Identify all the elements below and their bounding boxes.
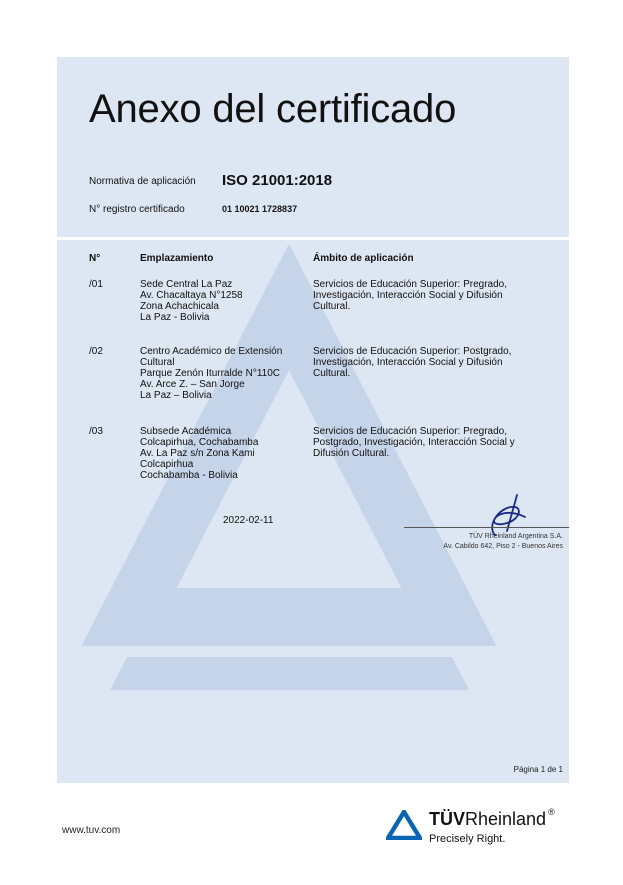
signature-line [404, 527, 569, 528]
page-number: Página 1 de 1 [513, 765, 563, 774]
brand-name [429, 809, 555, 830]
row-2-number: /02 [89, 346, 103, 357]
tuv-rheinland-logo [386, 806, 566, 856]
normativa-value: ISO 21001:2018 [222, 172, 333, 189]
registro-value: 01 10021 1728837 [222, 204, 298, 214]
row-1-scope: Servicios de Educación Superior: Pregrado, Investigación, Interacción Social y Difusión Cultural. [313, 279, 507, 312]
header-number: N° [89, 253, 101, 264]
registro-label: N° registro certificado [89, 204, 185, 215]
brand-rest: Rheinland [465, 809, 547, 829]
issuer-address: Av. Cabildo 642, Piso 2 - Buenos Aires [443, 543, 563, 550]
issuer-block [443, 532, 563, 552]
row-1-location: Sede Central La Paz Av. Chacaltaya N°1258 Zona Achachicala La Paz - Bolivia [140, 279, 243, 323]
row-2-location: Centro Académico de Extensión Cultural Parque Zenón Iturralde N°110C Av. Arce Z. – San Jorge La Paz – Bolivia [140, 346, 283, 401]
row-2-scope: Servicios de Educación Superior: Postgrado, Investigación, Interacción Social y Difusión Cultural. [313, 346, 512, 379]
brand-bold: TÜV [429, 809, 465, 829]
brand-tagline: Precisely Right. [429, 833, 506, 845]
row-3-scope: Servicios de Educación Superior: Pregrado, Postgrado, Investigación, Interacción Social y Difusión Cultural. [313, 426, 515, 459]
registered-mark: ® [548, 807, 555, 817]
row-3-number: /03 [89, 426, 103, 437]
issue-date: 2022-02-11 [223, 515, 274, 526]
section-divider [57, 237, 569, 240]
header-location: Emplazamiento [140, 253, 214, 264]
row-3-location: Subsede Académica Colcapirhua, Cochabamba Av. La Paz s/n Zona Kami Colcapirhua Cochabamba - Bolivia [140, 426, 259, 481]
header-scope: Ámbito de aplicación [313, 253, 414, 264]
triangle-watermark-icon [57, 57, 569, 783]
issuer-name: TÜV Rheinland Argentina S.A. [468, 533, 563, 540]
website-link[interactable]: www.tuv.com [62, 825, 121, 836]
row-1-number: /01 [89, 279, 103, 290]
tuv-triangle-icon [386, 810, 422, 840]
certificate-annex-panel [57, 57, 569, 783]
normativa-label: Normativa de aplicación [89, 176, 196, 187]
page-title: Anexo del certificado [89, 87, 457, 131]
